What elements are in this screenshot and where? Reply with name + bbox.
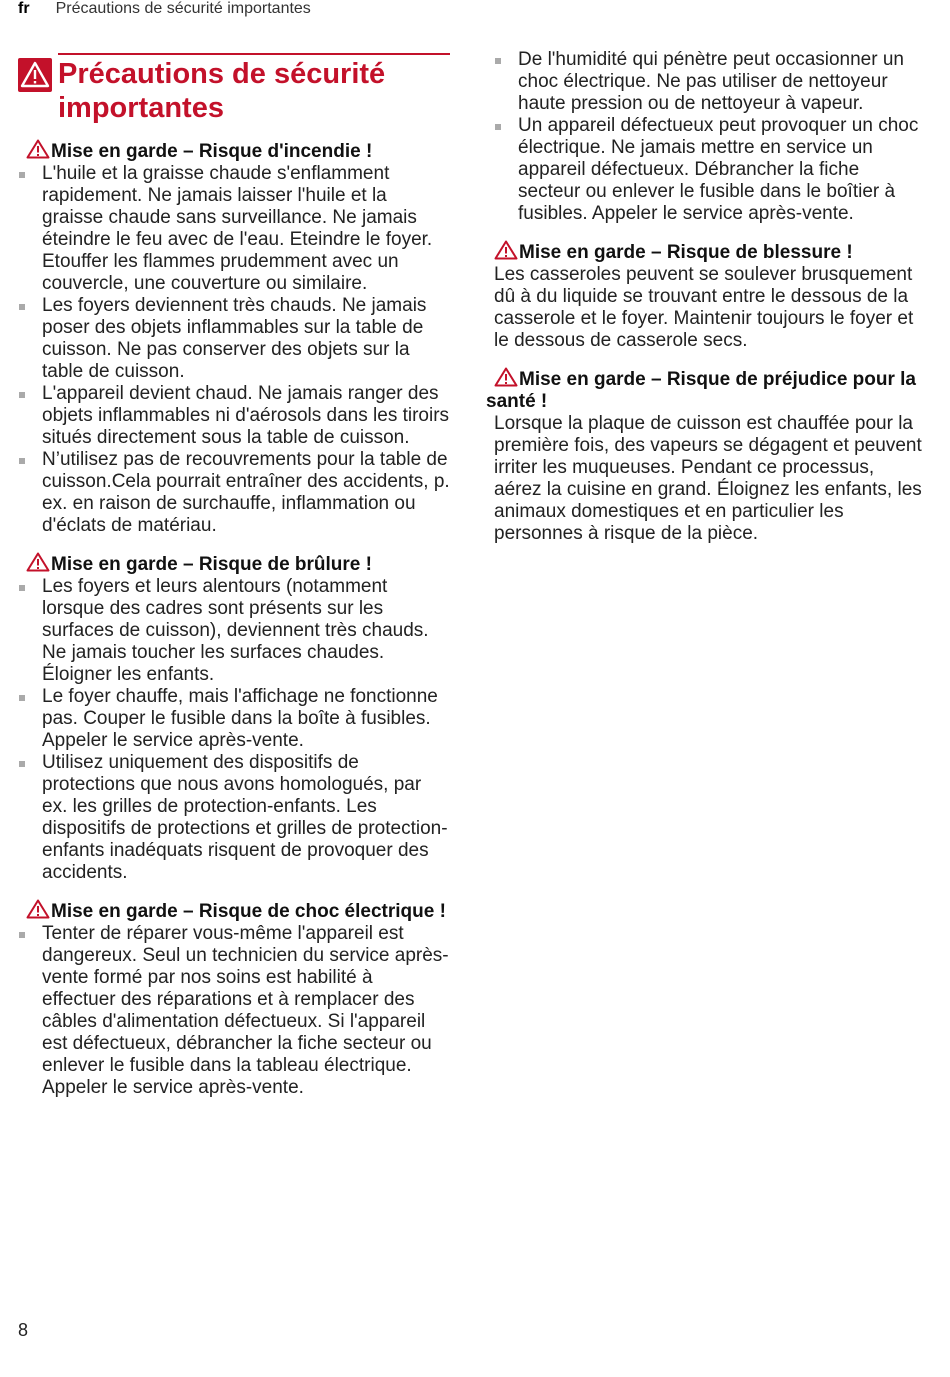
bullet-list xyxy=(494,49,926,225)
warning-text: Les casseroles peuvent se soulever brusquement dû à du liquide se trouvant entre le dessous de la casserole et le foyer. Maintenir toujours le foyer et le dessous de casserole secs. xyxy=(494,264,914,351)
page-header xyxy=(18,0,311,20)
bullet-list xyxy=(18,923,450,1099)
bullet-list xyxy=(18,576,450,884)
list-item: Les foyers deviennent très chauds. Ne jamais poser des objets inflammables sur la table de cuisson. Ne pas conserver des objets sur la table de cuisson. xyxy=(18,295,450,383)
left-column xyxy=(18,52,450,1099)
header-section-title: Précautions de sécurité importantes xyxy=(55,0,311,17)
warning-icon xyxy=(18,58,52,92)
warning-heading: Mise en garde – Risque d'incendie ! xyxy=(18,139,450,163)
title-rule xyxy=(58,53,450,55)
warning-section-injury xyxy=(494,240,926,352)
warning-section-health xyxy=(486,367,926,545)
language-code: fr xyxy=(18,0,30,17)
warning-triangle-icon xyxy=(494,367,518,387)
list-item: Un appareil défectueux peut provoquer un choc électrique. Ne jamais mettre en service un appareil défectueux. Débrancher la fiche secteur ou enlever le fusible dans le boîtier à fusibles. Appeler le service après-vente. xyxy=(494,115,926,225)
warning-heading: Mise en garde – Risque de brûlure ! xyxy=(18,552,450,576)
warning-heading: Mise en garde – Risque de choc électrique ! xyxy=(18,899,450,923)
warning-triangle-icon xyxy=(26,552,50,572)
list-item: Le foyer chauffe, mais l'affichage ne fonctionne pas. Couper le fusible dans la boîte à fusibles. Appeler le service après-vente. xyxy=(18,686,450,752)
title-block xyxy=(18,52,450,125)
page-number: 8 xyxy=(18,1320,29,1340)
page-title: Précautions de sécurité importantes xyxy=(58,58,386,124)
list-item: Utilisez uniquement des dispositifs de protections que nous avons homologués, par ex. les grilles de protection-enfants. Les dispositifs de protections et grilles de protection-enfants inadéquats risquent de provoquer des accidents. xyxy=(18,752,450,884)
warning-section-burn xyxy=(18,552,450,884)
list-item: N’utilisez pas de recouvrements pour la table de cuisson.Cela pourrait entraîner des accidents, p. ex. en raison de surchauffe, inflammation ou d'éclats de matériau. xyxy=(18,449,450,537)
warning-section-electric xyxy=(18,899,450,1099)
warning-section-fire xyxy=(18,139,450,537)
warning-triangle-icon xyxy=(494,240,518,260)
list-item: Tenter de réparer vous-même l'appareil est dangereux. Seul un technicien du service après-vente formé par nos soins est habilité à effectuer des réparations et à remplacer des câbles d'alimentation défectueux. Si l'appareil est défectueux, débrancher la fiche secteur ou enlever le fusible dans la tableau électrique. Appeler le service après-vente. xyxy=(18,923,450,1099)
warning-text: Lorsque la plaque de cuisson est chauffée pour la première fois, des vapeurs se dégagent et peuvent irriter les muqueuses. Pendant ce processus, aérez la cuisine en grand. Éloignez les enfants, les animaux domestiques et en particulier les personnes à risque de la pièce. xyxy=(494,413,922,544)
list-item: L'appareil devient chaud. Ne jamais ranger des objets inflammables ni d'aérosols dans les tiroirs situés directement sous la table de cuisson. xyxy=(18,383,450,449)
right-column xyxy=(486,49,926,545)
list-item: De l'humidité qui pénètre peut occasionner un choc électrique. Ne pas utiliser de nettoyeur haute pression ou de nettoyeur à vapeur. xyxy=(494,49,926,115)
warning-heading: Mise en garde – Risque de préjudice pour la santé ! xyxy=(486,369,916,412)
list-item: Les foyers et leurs alentours (notamment lorsque des cadres sont présents sur les surfaces de cuisson), deviennent très chauds. Ne jamais toucher les surfaces chaudes. Éloigner les enfants. xyxy=(18,576,450,686)
warning-triangle-icon xyxy=(26,899,50,919)
warning-heading: Mise en garde – Risque de blessure ! xyxy=(486,240,926,264)
bullet-list xyxy=(18,163,450,537)
warning-triangle-icon xyxy=(26,139,50,159)
list-item: L'huile et la graisse chaude s'enflamment rapidement. Ne jamais laisser l'huile et la graisse chaude sans surveillance. Ne jamais éteindre le feu avec de l'eau. Eteindre le foyer. Etouffer les flammes prudemment avec un couvercle, une couverture ou similaire. xyxy=(18,163,450,295)
